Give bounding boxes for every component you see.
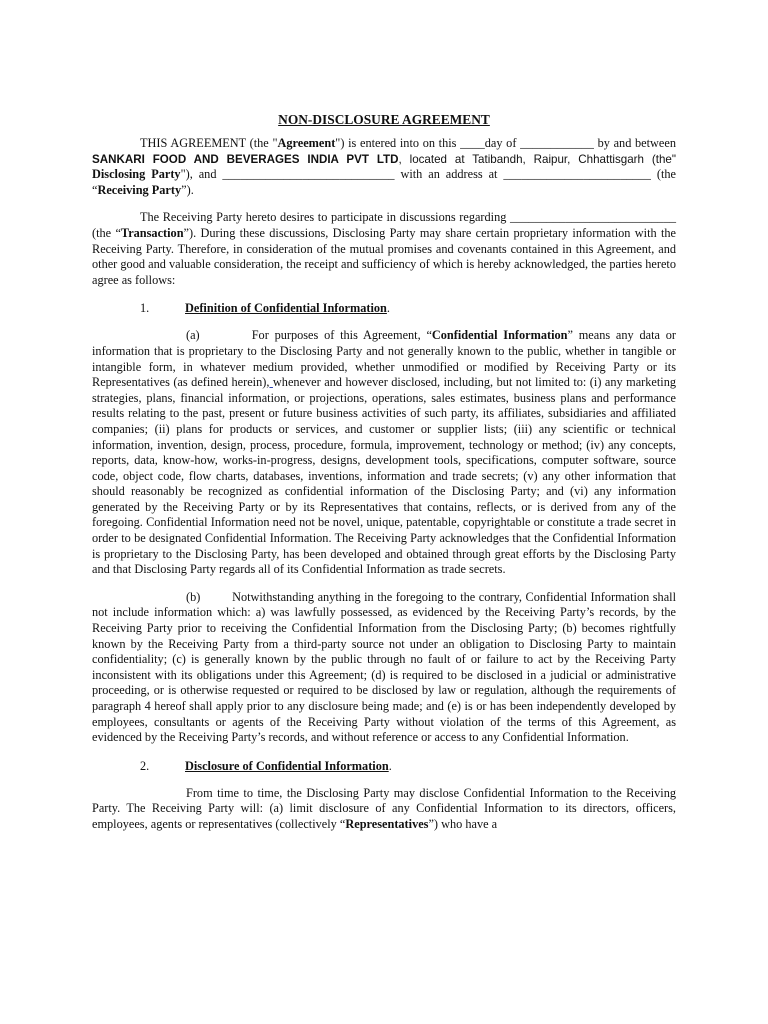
term-transaction: Transaction [120,225,184,240]
company-name: SANKARI FOOD AND BEVERAGES INDIA PVT LTD [92,152,399,166]
section-1b-paragraph [92,590,676,746]
section-2-heading [92,758,676,774]
document-title: NON-DISCLOSURE AGREEMENT [278,112,490,127]
purpose-paragraph [92,210,676,288]
clause-label-a: (a) [186,328,200,343]
section-2-title: Disclosure of Confidential Information [185,758,389,773]
intro-text: THIS AGREEMENT (the " [140,136,278,150]
purpose-text: ”). During these discussions, Disclosing Party may share certain proprietary information with the Receiving Party. Therefore, in consideration of the mutual promises and covenants contained in this Agreement, and other good and valuable consideration, the receipt and sufficiency of which is hereby acknowledged, the parties hereto agree as follows: [92,225,676,287]
term-representatives: Representatives [345,816,429,831]
intro-text: ”). [181,182,194,197]
clause-b-text: Notwithstanding anything in the foregoing to the contrary, Confidential Information shall not include information which: a) was lawfully possessed, as evidenced by the Receiving Party’s records, by the Receiving Party prior to receiving the Confidential Information from the Disclosing Party; (b) becomes rightfully known by the Receiving Party from a third-party source not under an obligation to Disclosing Party to maintain confidentiality; (c) is generally known by the public through no fault of or failure to act by the Receiving Party inconsistent with its obligations under this Agreement; (d) is required to be disclosed in a judicial or administrative proceeding, or is otherwise requested or required to be disclosed by law or regulation, although the requirements of paragraph 4 hereof shall apply prior to any disclosure being made; and (e) is or has been independently developed by employees, consultants or agents of the Receiving Party without violation of the terms of this Agreement, as evidenced by the Receiving Party’s records, and without reference or access to any Confidential Information. [92,589,676,745]
section-1a-paragraph [92,328,676,578]
section-2-text: ”) who have a [428,816,498,831]
term-agreement: Agreement [277,136,336,150]
section-2-number: 2. [140,758,150,773]
section-2-text: From time to time, the Disclosing Party may disclose Confidential Information to the Receiving Party. The Receiving Party will: (a) limit disclosure of any Confidential Information to its directors, officers, employees, agents or representatives (collectively “ [92,785,676,831]
clause-a-text: whenever and however disclosed, including, but not limited to: (i) any marketing strategies, plans, financial information, or projections, operations, sales estimates, business plans and performance results relating to the past, present or future business activities of such party, its affiliates, subsidiaries and affiliated companies; (ii) plans for products or services, and customer or supplier lists; (iii) any scientific or technical information, invention, design, process, procedure, formula, improvement, technology or method; (iv) any concepts, reports, data, know-how, works-in-progress, designs, development tools, specifications, computer software, source code, object code, flow charts, databases, inventions, information and trade secrets; (v) any other information that should reasonably be recognized as confidential information of the Disclosing Party; and (vi) any information generated by the Receiving Party or by its Representatives that contains, reflects, or is derived from any of the foregoing. Confidential Information need not be novel, unique, patentable, copyrightable or constitute a trade secret in order to be designated Confidential Information. The Receiving Party acknowledges that the Confidential Information is proprietary to the Disclosing Party, has been developed and obtained through great efforts by the Disclosing Party and that Disclosing Party regards all of its Confidential Information as trade secrets. [92,375,676,577]
purpose-text: The Receiving Party hereto desires to participate in discussions regarding ___________________________ (the “ [92,210,676,240]
section-2-paragraph [92,786,676,833]
section-2-period: . [388,758,392,773]
company-location: , located at Tatibandh, Raipur, Chhattisgarh (the" [398,152,676,166]
section-1-number: 1. [140,301,150,316]
section-1-title: Definition of Confidential Information [185,301,387,316]
term-disclosing-party: Disclosing Party [92,167,181,182]
intro-paragraph [92,136,676,198]
section-1-period: . [386,301,390,316]
intro-text: ") is entered into on this ____day of ____________ by and between [335,136,676,150]
intro-text: "), and ____________________________ with an address at ________________________ (the “ [92,167,676,197]
clause-label-b: (b) [186,589,201,604]
clause-a-text: For purposes of this Agreement, “ [251,328,432,343]
clause-a-text: ” means any data or information that is proprietary to the Disclosing Party and not generally known to the public, whether in tangible or intangible form, in whatever medium provided, whether unmodified or modified by Receiving Party or its Representatives (as defined herein), [92,328,676,390]
term-confidential-information: Confidential Information [431,328,568,343]
section-1-heading [92,300,676,316]
term-receiving-party: Receiving Party [97,182,182,197]
